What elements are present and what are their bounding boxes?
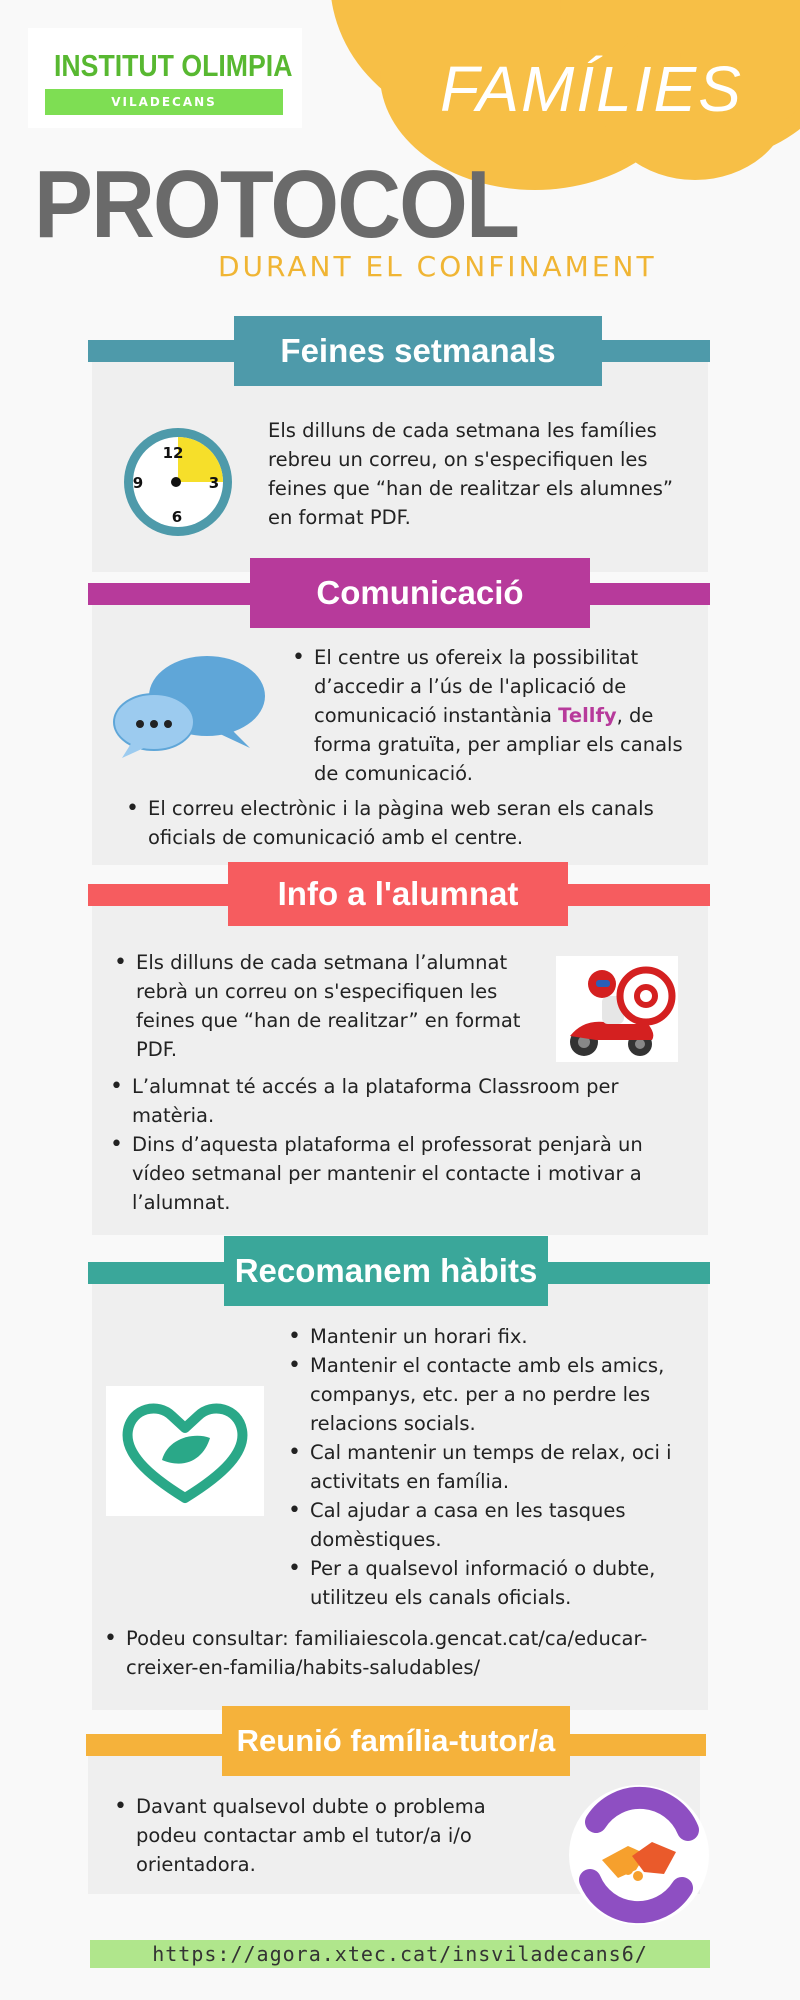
tellfy-highlight: Tellfy — [558, 704, 617, 727]
list-item: • L’alumnat té accés a la plataforma Classroom per matèria. — [132, 1072, 702, 1130]
list-item: • Cal mantenir un temps de relax, oci i activitats en família. — [310, 1438, 710, 1496]
chat-bubbles-icon — [112, 652, 272, 762]
email-delivery-icon — [556, 956, 678, 1062]
logo-title: INSTITUT OLIMPIA — [54, 48, 293, 83]
clock-label-12: 12 — [162, 444, 184, 462]
page-title: PROTOCOL — [34, 151, 519, 258]
list-item: • Mantenir un horari fix. — [310, 1322, 710, 1351]
list-item: • El correu electrònic i la pàgina web seran els canals oficials de comunicació amb el centre. — [148, 794, 708, 852]
list-item: • Cal ajudar a casa en les tasques domèstiques. — [310, 1496, 710, 1554]
section-title: Reunió família-tutor/a — [222, 1706, 570, 1776]
section-title: Feines setmanals — [234, 316, 602, 386]
comunicacio-item-2 — [118, 794, 708, 852]
audience-title: FAMÍLIES — [440, 53, 743, 125]
comunicacio-item-1 — [284, 643, 704, 788]
info-item-2 — [102, 1072, 702, 1130]
info-item-3 — [102, 1130, 702, 1217]
feines-text: Els dilluns de cada setmana les famílies rebreu un correu, on s'especifiquen les feines que “han de realitzar els alumnes” en format PDF. — [268, 419, 673, 529]
comunicacio-text-after: , de forma gratuïta, per ampliar els canals de comunicació. — [314, 704, 683, 785]
list-item — [314, 643, 704, 788]
heart-leaf-icon — [106, 1386, 264, 1516]
section-title: Info a l'alumnat — [228, 862, 568, 926]
habits-link-item — [96, 1624, 708, 1682]
habits-list — [280, 1322, 710, 1612]
section-title: Comunicació — [250, 558, 590, 628]
page-subtitle: DURANT EL CONFINAMENT — [218, 250, 657, 283]
list-item: • Per a qualsevol informació o dubte, utilitzeu els canals oficials. — [310, 1554, 710, 1612]
comunicacio-text-before: El centre us ofereix la possibilitat d’accedir a l’ús de l'aplicació de comunicació instantània — [314, 646, 639, 727]
handshake-icon — [566, 1782, 712, 1928]
logo-subtitle: VILADECANS — [111, 95, 217, 109]
section-title: Recomanem hàbits — [224, 1236, 548, 1306]
list-item: • Davant qualsevol dubte o problema podeu contactar amb el tutor/a i/o orientadora. — [136, 1792, 546, 1879]
footer-url-link[interactable]: https://agora.xtec.cat/insviladecans6/ — [152, 1942, 648, 1966]
info-item-1 — [106, 948, 536, 1064]
list-item: • Mantenir el contacte amb els amics, companys, etc. per a no perdre les relacions socials. — [310, 1351, 710, 1438]
clock-label-3: 3 — [208, 474, 220, 492]
list-item: • Els dilluns de cada setmana l’alumnat rebrà un correu on s'especifiquen les feines que “han de realitzar” en format PDF. — [136, 948, 536, 1064]
clock-label-6: 6 — [171, 508, 183, 526]
reunio-item — [106, 1792, 546, 1879]
list-item: • Dins d’aquesta plataforma el professorat penjarà un vídeo setmanal per mantenir el contacte i motivar a l’alumnat. — [132, 1130, 702, 1217]
clock-icon — [118, 422, 238, 542]
list-item: • Podeu consultar: familiaiescola.gencat.cat/ca/educar-creixer-en-familia/habits-saludables/ — [126, 1624, 708, 1682]
clock-label-9: 9 — [132, 474, 144, 492]
